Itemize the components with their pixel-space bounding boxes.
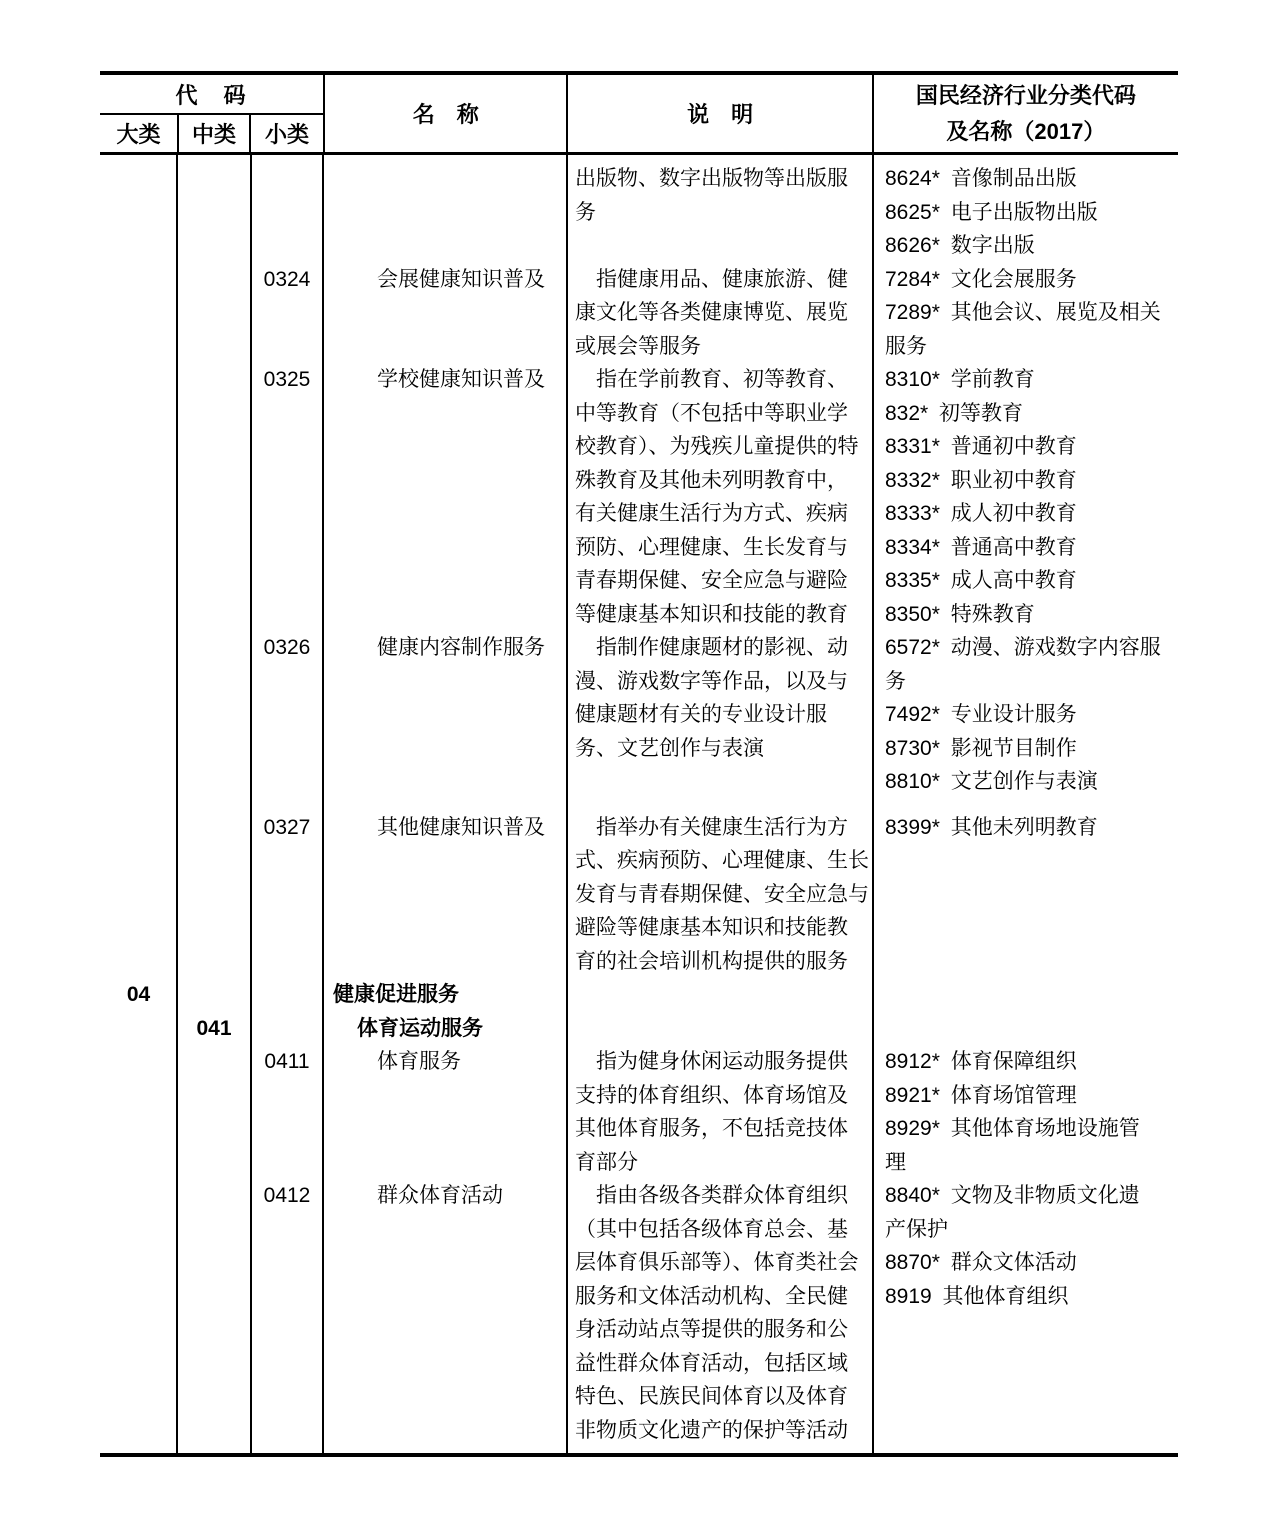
classification-table [100,71,1178,1457]
description-cell [567,631,873,765]
header-name: 名 称 [325,75,568,152]
description-line: 指由各级各类群众体育组织 [575,1184,848,1207]
industry-line: 8840* 文物及非物质文化遗 [885,1184,1140,1207]
description-line: 非物质文化遗产的保护等活动 [575,1418,848,1442]
industry-line: 7284* 文化会展服务 [885,267,1077,291]
category-name: 会展健康知识普及 [377,267,545,291]
major-code: 04 [126,983,151,1006]
industry-cell [873,363,1178,631]
header-code-group [100,75,325,152]
minor-code-cell [251,1045,323,1079]
table-row [100,1012,1178,1046]
table-row [100,1045,1178,1179]
industry-line: 8350* 特殊教育 [885,602,1035,626]
description-line: 康文化等各类健康博览、展览 [575,301,848,324]
header-major-class: 大类 [116,122,161,147]
table-row [100,631,1178,799]
description-line: 指在学前教育、初等教育、 [575,368,848,391]
industry-line: 8730* 影视节目制作 [885,736,1077,760]
description-line: 或展会等服务 [575,334,701,358]
industry-line: 8310* 学前教育 [885,368,1035,391]
minor-code-cell [251,631,323,665]
industry-line: 8919 其他体育组织 [885,1284,1069,1308]
name-cell [323,263,567,297]
description-line: 其他体育服务，不包括竞技体 [575,1117,848,1140]
industry-line: 8912* 体育保障组织 [885,1050,1077,1073]
industry-line: 服务 [885,334,927,358]
industry-line: 8810* 文艺创作与表演 [885,770,1098,793]
name-cell [323,1179,567,1213]
minor-code-cell [251,811,323,845]
industry-line: 7289* 其他会议、展览及相关 [885,301,1161,324]
industry-line: 6572* 动漫、游戏数字内容服 [885,636,1161,659]
header-code-subrow [100,115,323,152]
industry-cell [873,811,1178,845]
name-cell [323,631,567,665]
industry-cell [873,1179,1178,1313]
industry-line: 8625* 电子出版物出版 [885,200,1098,224]
description-line: 殊教育及其他未列明教育中， [575,468,848,492]
category-name: 体育服务 [377,1050,461,1073]
description-line: 指为健身休闲运动服务提供 [575,1050,848,1073]
description-line: 有关健康生活行为方式、疾病 [575,502,848,525]
minor-code-cell [251,363,323,397]
description-line: 育部分 [575,1150,638,1174]
description-line: 式、疾病预防、心理健康、生长 [575,849,869,872]
minor-code: 0325 [263,368,311,391]
header-code-label: 代 码 [100,75,323,115]
industry-line: 8331* 普通初中教育 [885,435,1077,458]
table-row [100,162,1178,263]
industry-line: 8624* 音像制品出版 [885,167,1077,190]
industry-line: 务 [885,669,906,693]
category-name: 健康促进服务 [333,983,459,1006]
header-industry-code [874,75,1178,152]
description-line: 服务和文体活动机构、全民健 [575,1284,848,1308]
industry-line: 8626* 数字出版 [885,234,1035,257]
description-line: 务、文艺创作与表演 [575,736,764,760]
description-line: 指举办有关健康生活行为方 [575,815,848,839]
description-line: 漫、游戏数字等作品，以及与 [575,669,848,693]
table-row [100,978,1178,1012]
header-industry-line1: 国民经济行业分类代码 [915,82,1136,108]
industry-line: 7492* 专业设计服务 [885,703,1077,726]
industry-line: 8332* 职业初中教育 [885,468,1077,492]
description-line: 身活动站点等提供的服务和公 [575,1318,848,1341]
description-line: 中等教育（不包括中等职业学 [575,401,848,425]
industry-cell [873,263,1178,364]
minor-code: 0412 [263,1184,311,1207]
table-header [100,75,1178,155]
name-cell [323,811,567,845]
description-line: 层体育俱乐部等）、体育类社会 [575,1251,859,1274]
description-cell [567,811,873,979]
minor-code: 0327 [263,815,311,839]
description-line: （其中包括各级体育总会、基 [575,1217,848,1241]
mid-code-cell [177,1012,251,1046]
table-row [100,1179,1178,1447]
minor-code: 0326 [263,636,311,659]
category-name: 体育运动服务 [357,1016,483,1040]
industry-line: 8929* 其他体育场地设施管 [885,1117,1140,1140]
table-row [100,811,1178,979]
description-cell [567,1179,873,1447]
description-line: 益性群众体育活动，包括区域 [575,1351,848,1375]
description-line: 指制作健康题材的影视、动 [575,636,848,659]
category-name: 学校健康知识普及 [377,368,545,391]
table-bottom-rule [100,1453,1178,1457]
minor-code-cell [251,263,323,297]
minor-code-cell [251,1179,323,1213]
description-cell [567,263,873,364]
table-body [100,155,1178,1453]
header-description: 说 明 [568,75,873,152]
header-mid-class: 中类 [177,115,251,152]
description-line: 健康题材有关的专业设计服 [575,703,827,726]
description-line: 避险等健康基本知识和技能教 [575,916,848,939]
name-cell [323,363,567,397]
description-line: 青春期保健、安全应急与避险 [575,569,848,592]
description-line: 预防、心理健康、生长发育与 [575,535,848,559]
industry-cell [873,1045,1178,1179]
industry-cell [873,162,1178,263]
name-cell [323,978,567,1012]
name-cell [323,1012,567,1046]
major-code-cell [100,978,177,1012]
description-line: 校教育）、为残疾儿童提供的特 [575,435,859,458]
industry-line: 产保护 [885,1217,948,1241]
table-row [100,263,1178,364]
description-line: 务 [575,200,596,224]
description-line: 特色、民族民间体育以及体育 [575,1385,848,1408]
description-cell [567,1045,873,1179]
table-row [100,363,1178,631]
description-cell [567,363,873,631]
industry-line: 8921* 体育场馆管理 [885,1083,1077,1107]
description-line: 支持的体育组织、体育场馆及 [575,1083,848,1107]
description-cell [567,162,873,229]
industry-line: 8333* 成人初中教育 [885,502,1077,525]
industry-line: 8335* 成人高中教育 [885,569,1077,592]
category-name: 其他健康知识普及 [377,815,545,839]
description-line: 发育与青春期保健、安全应急与 [575,882,869,906]
name-cell [323,1045,567,1079]
header-minor-class: 小类 [264,122,309,147]
header-industry-line2: 及名称（2017） [946,118,1106,144]
mid-code: 041 [196,1016,232,1040]
industry-line: 理 [885,1150,906,1174]
industry-line: 832* 初等教育 [885,401,1024,425]
description-line: 育的社会培训机构提供的服务 [575,949,848,973]
industry-line: 8334* 普通高中教育 [885,535,1077,559]
description-line: 出版物、数字出版物等出版服 [575,167,848,190]
category-name: 健康内容制作服务 [377,636,545,659]
minor-code: 0411 [264,1050,310,1073]
description-line: 指健康用品、健康旅游、健 [575,267,848,291]
minor-code: 0324 [263,267,311,291]
category-name: 群众体育活动 [377,1184,503,1207]
description-line: 等健康基本知识和技能的教育 [575,602,848,626]
industry-line: 8870* 群众文体活动 [885,1251,1077,1274]
industry-cell [873,631,1178,799]
industry-line: 8399* 其他未列明教育 [885,815,1098,839]
